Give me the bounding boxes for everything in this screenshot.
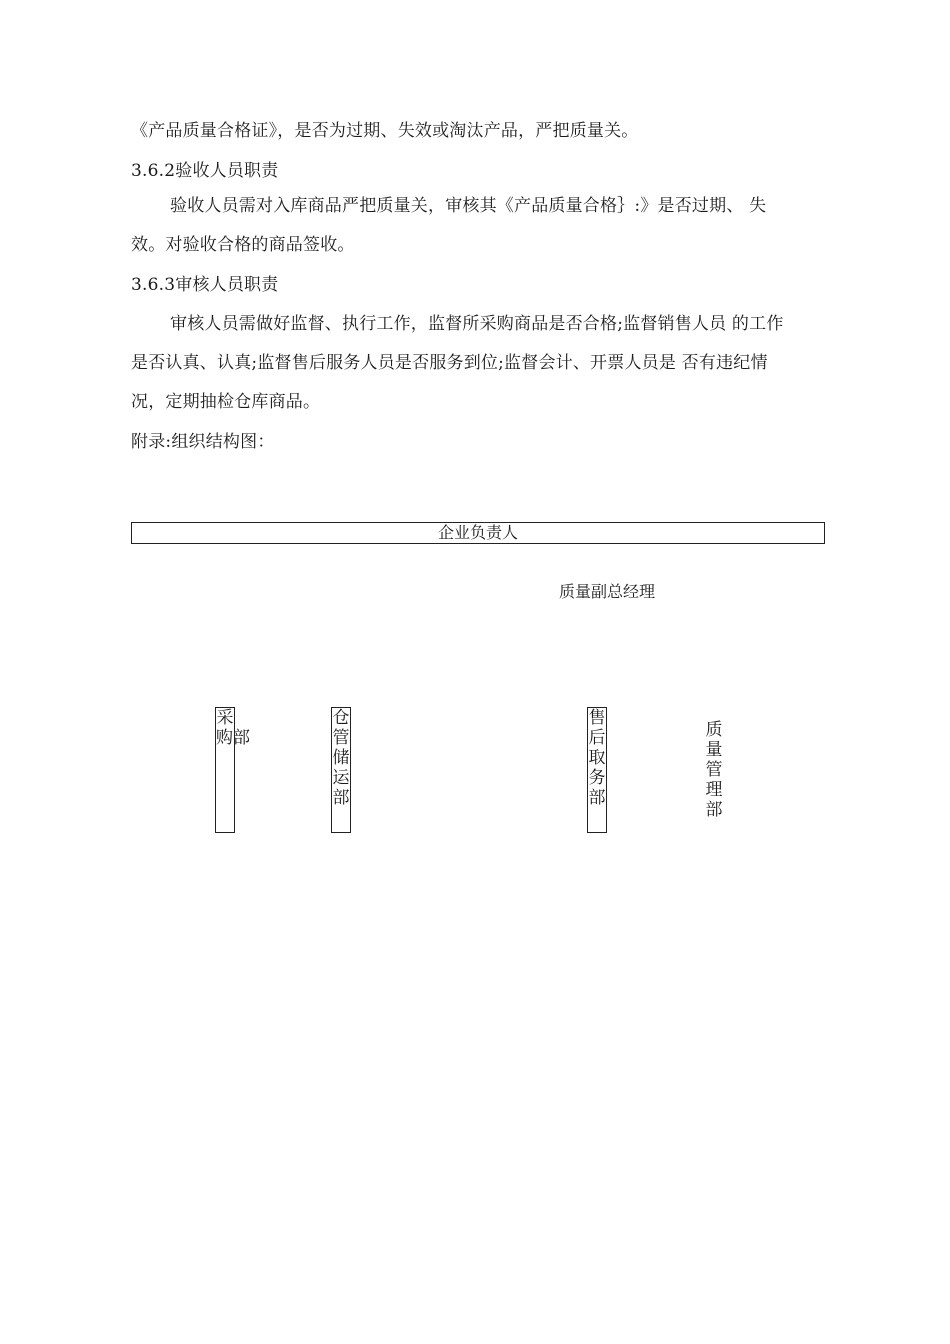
section-heading-3-6-3: 3.6.3审核人员职责 xyxy=(131,275,279,295)
org-node-enterprise-head: 企业负责人 xyxy=(131,522,825,544)
paragraph-3-6-3-line-3: 况，定期抽检仓库商品。 xyxy=(131,392,321,412)
paragraph-3-6-3-line-1: 审核人员需做好监督、执行工作，监督所采购商品是否合格;监督销售人员 的工作 xyxy=(170,314,784,334)
section-heading-3-6-2: 3.6.2验收人员职责 xyxy=(131,161,279,181)
org-node-quality-mgmt-dept: 质量管理部 xyxy=(705,720,723,820)
org-node-quality-deputy-gm: 质量副总经理 xyxy=(559,582,656,601)
body-line-1: 《产品质量合格证》，是否为过期、失效或淘汰产品，严把质量关。 xyxy=(131,121,639,141)
org-node-warehouse-dept: 仓管储运部 xyxy=(331,707,351,833)
paragraph-3-6-3-line-2: 是否认真、认真;监督售后服务人员是否服务到位;监督会计、开票人员是 否有违纪情 xyxy=(131,353,768,373)
paragraph-3-6-2-line-1: 验收人员需对入库商品严把质量关，审核其《产品质量合格｝:》是否过期、 失 xyxy=(170,196,767,216)
org-node-purchase-dept: 采 购部 xyxy=(215,707,235,833)
org-node-aftersales-dept: 售后取务部 xyxy=(587,707,607,833)
paragraph-3-6-2-line-2: 效。对验收合格的商品签收。 xyxy=(131,235,355,255)
appendix-label: 附录:组织结构图： xyxy=(131,432,275,452)
